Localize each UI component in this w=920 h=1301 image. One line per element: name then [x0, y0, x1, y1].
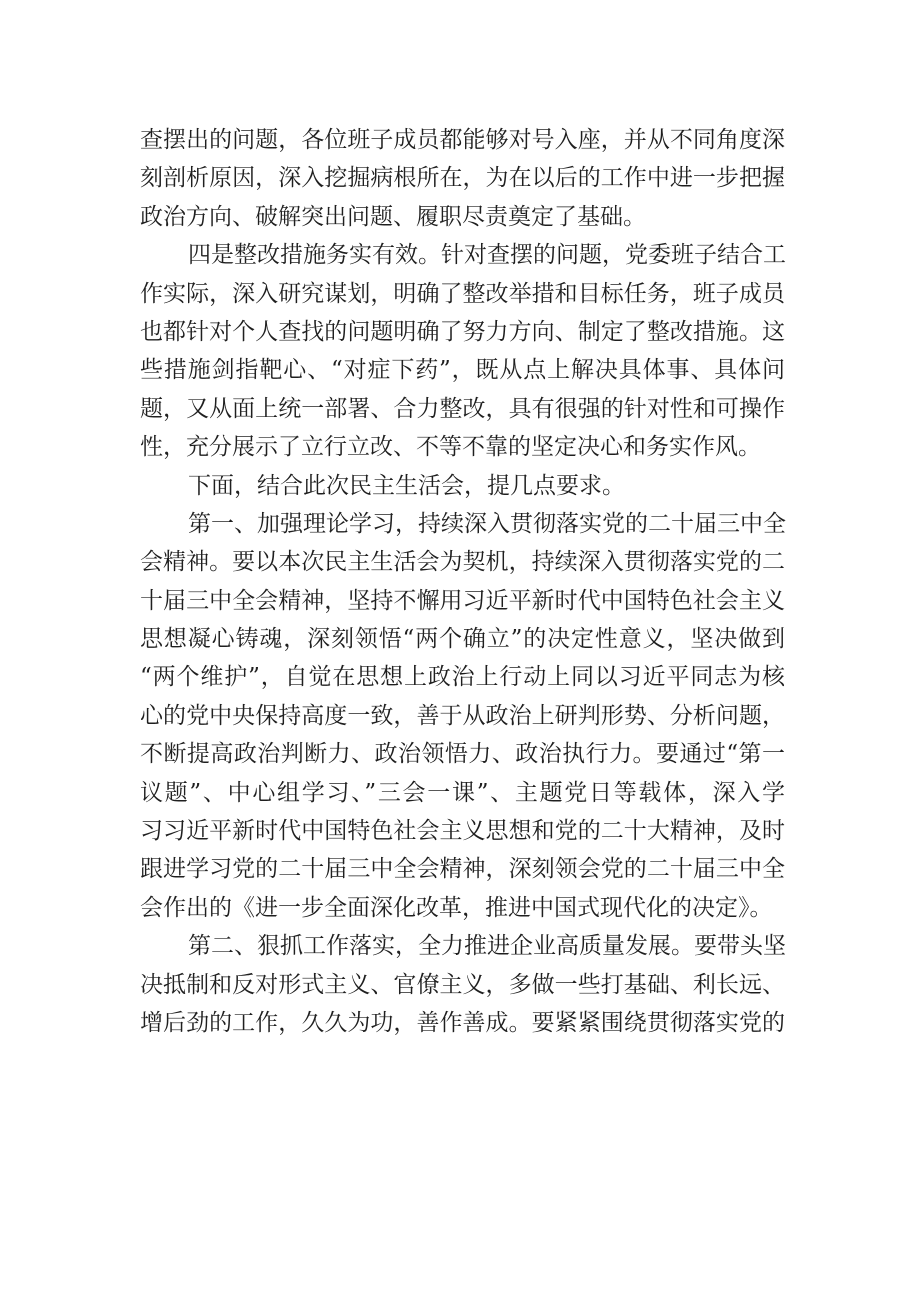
- text-line: 第二、狠抓工作落实，全力推进企业高质量发展。要带头坚: [188, 933, 786, 960]
- text-line: 些措施剑指靶心、“对症下药”，既从点上解决具体事、具体问: [140, 357, 785, 384]
- text-line: 四是整改措施务实有效。针对查摆的问题，党委班子结合工: [188, 242, 786, 269]
- text-line: 性，充分展示了立行立改、不等不靠的坚定决心和务实作风。: [140, 434, 761, 461]
- text-line: 思想凝心铸魂，深刻领悟“两个确立”的决定性意义，坚决做到: [140, 626, 785, 653]
- text-line: 会作出的《进一步全面深化改革，推进中国式现代化的决定》。: [140, 894, 773, 921]
- text-line: 跟进学习党的二十届三中全会精神，深刻领会党的二十届三中全: [140, 856, 785, 883]
- text-line: 增后劲的工作，久久为功，善作善成。要紧紧围绕贯彻落实党的: [140, 1009, 785, 1036]
- text-line: 会精神。要以本次民主生活会为契机，持续深入贯彻落实党的二: [140, 549, 785, 576]
- text-line: 心的党中央保持高度一致，善于从政治上研判形势、分析问题，: [140, 702, 785, 729]
- text-line: 题，又从面上统一部署、合力整改，具有很强的针对性和可操作: [140, 395, 785, 422]
- text-line: 查摆出的问题，各位班子成员都能够对号入座，并从不同角度深: [140, 127, 785, 153]
- text-line: 十届三中全会精神，坚持不懈用习近平新时代中国特色社会主义: [140, 587, 785, 614]
- text-line: 作实际，深入研究谋划，明确了整改举措和目标任务，班子成员: [140, 280, 785, 307]
- text-line: 习习近平新时代中国特色社会主义思想和党的二十大精神，及时: [140, 818, 785, 845]
- text-line: 不断提高政治判断力、政治领悟力、政治执行力。要通过“第一: [140, 741, 785, 768]
- text-line: 议题”、中心组学习、”三会一课”、主题党日等载体，深入学: [140, 779, 785, 806]
- document-body: [140, 121, 785, 1042]
- text-line: 政治方向、破解突出问题、履职尽责奠定了基础。: [140, 203, 646, 230]
- text-line: “两个维护”，自觉在思想上政治上行动上同以习近平同志为核: [140, 664, 785, 691]
- text-line: 刻剖析原因，深入挖掘病根所在，为在以后的工作中进一步把握: [140, 165, 785, 192]
- text-line: 也都针对个人查找的问题明确了努力方向、制定了整改措施。这: [140, 318, 785, 345]
- text-line: 第一、加强理论学习，持续深入贯彻落实党的二十届三中全: [188, 510, 786, 537]
- text-line: 决抵制和反对形式主义、官僚主义，多做一些打基础、利长远、: [140, 971, 785, 998]
- text-line: 下面，结合此次民主生活会，提几点要求。: [188, 472, 625, 499]
